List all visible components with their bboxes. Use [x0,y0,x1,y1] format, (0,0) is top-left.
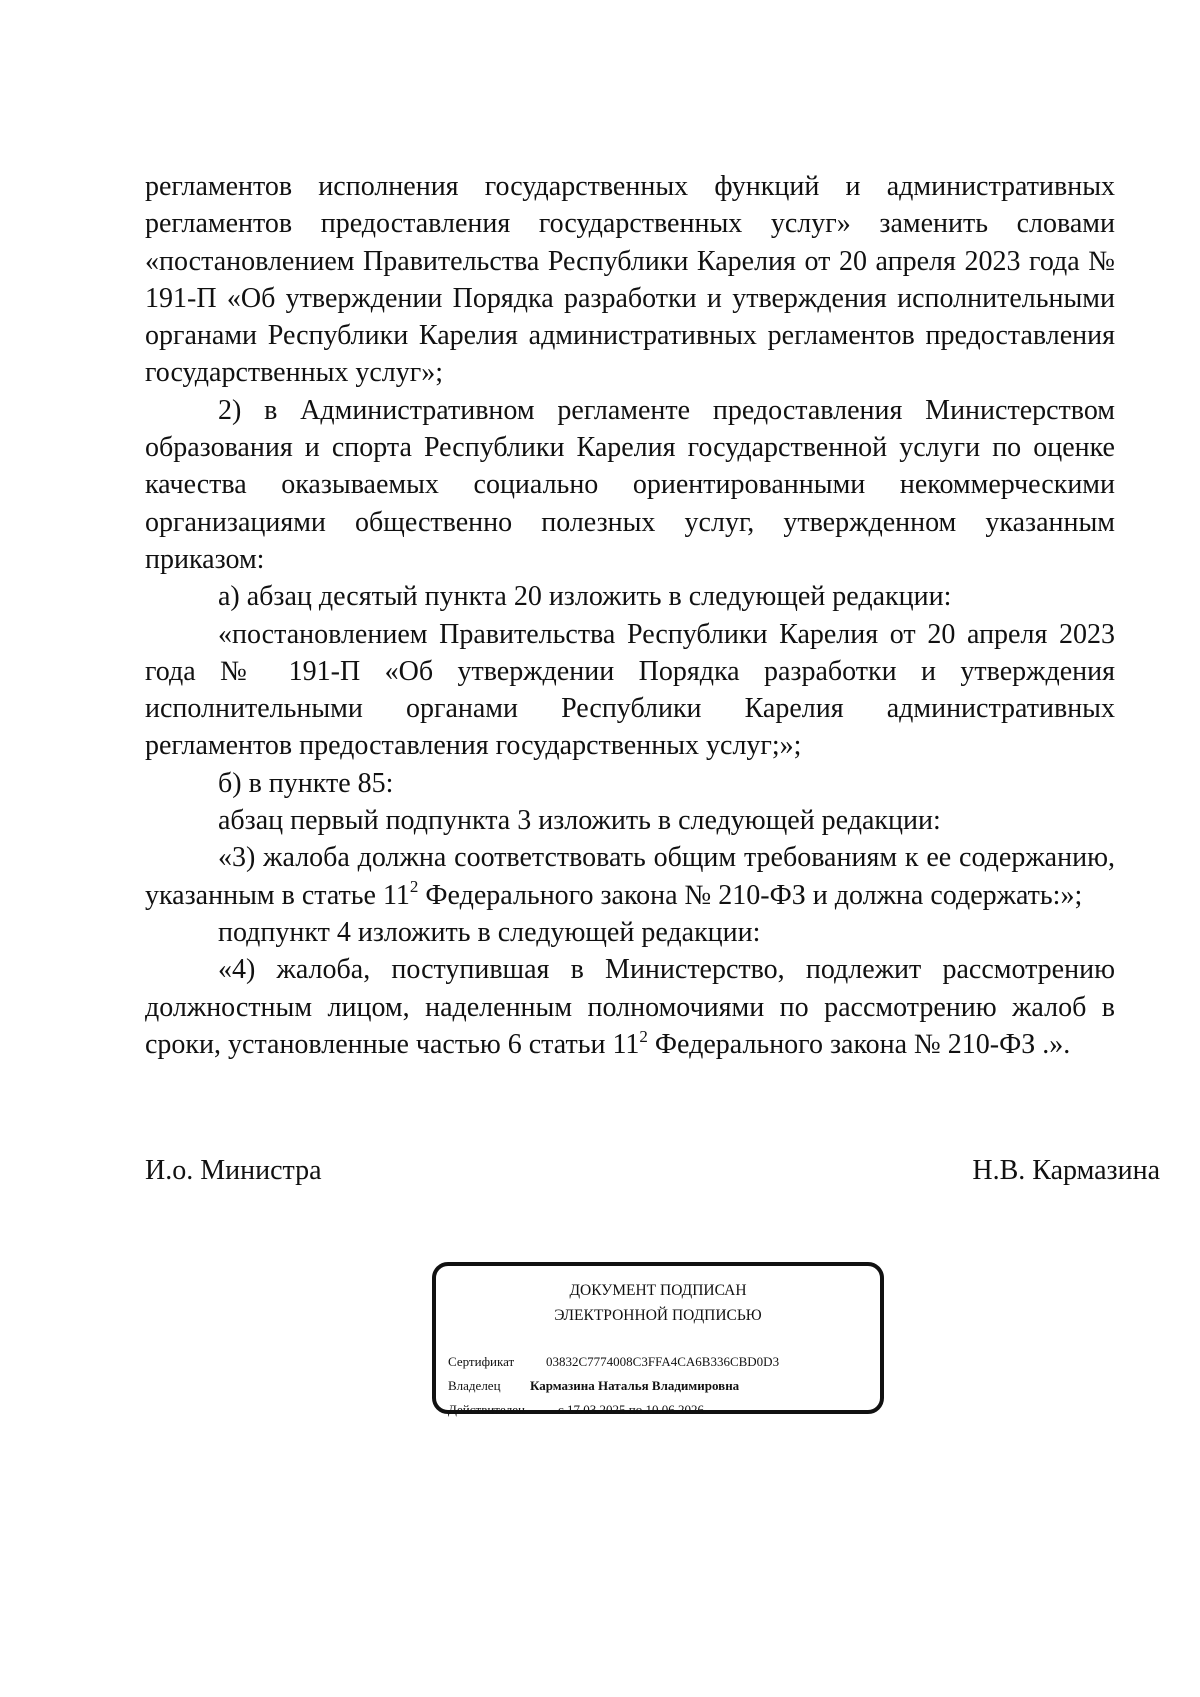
paragraph-5: б) в пункте 85: [218,767,394,799]
paragraph-4: «постановлением Правительства Республики Карелия от 20 апреля 2023 года № 191-П «Об утверждении Порядка разработки и утверждения исполнительными органами Республики Карелия административных регламентов предоставления государственных услуг;»; [145,618,1115,762]
stamp-title-line-2: ЭЛЕКТРОННОЙ ПОДПИСЬЮ [554,1307,762,1324]
paragraph-7-text: «3) жалоба должна соответствовать общим требованиям к ее содержанию, указанным в статье 11 [145,842,1115,911]
signatory-position: И.о. Министра [145,1155,322,1186]
paragraph-7 [145,839,1115,914]
signatory-name: Н.В. Кармазина [972,1155,1160,1186]
stamp-title-line-1: ДОКУМЕНТ ПОДПИСАН [569,1282,747,1299]
validity-label: Действителен [448,1402,525,1417]
owner-row [448,1374,779,1398]
paragraph-9 [145,951,1115,1063]
superscript: 2 [409,877,419,897]
owner-value: Кармазина Наталья Владимировна [530,1378,740,1393]
stamp-details [448,1350,779,1422]
certificate-value: 03832C7774008C3FFA4CA6B336CBD0D3 [546,1354,780,1369]
certificate-row [448,1350,779,1374]
paragraph-1: регламентов исполнения государственных функций и административных регламентов предоставления государственных услуг» заменить словами «постановлением Правительства Республики Карелия от 20 апреля 2023 года № 191-П «Об утверждении Порядка разработки и утверждения исполнительными органами Республики Карелия административных регламентов предоставления государственных услуг»; [145,171,1115,389]
paragraph-3: а) абзац десятый пункта 20 изложить в следующей редакции: [218,581,952,613]
electronic-signature-stamp [432,1262,884,1417]
paragraph-9-text: «4) жалоба, поступившая в Министерство, подлежит рассмотрению должностным лицом, наделенным полномочиями по рассмотрению жалоб в сроки, установленные частью 6 статьи 11 [145,954,1115,1060]
validity-row [448,1398,779,1422]
owner-label: Владелец [448,1378,501,1393]
stamp-title [436,1278,880,1328]
validity-value: с 17.03.2025 по 10.06.2026 [558,1402,704,1417]
paragraph-7-tail: Федерального закона № 210-ФЗ и должна содержать:»; [418,879,1083,911]
superscript: 2 [639,1026,648,1046]
paragraph-2: 2) в Административном регламенте предоставления Министерством образования и спорта Республики Карелия государственной услуги по оценке качества оказываемых социально ориентированными некоммерческими организациями общественно полезных услуг, утвержденном указанным приказом: [145,394,1115,575]
paragraph-9-tail: Федерального закона № 210-ФЗ .». [647,1028,1071,1060]
document-body [145,168,1115,1063]
paragraph-6: абзац первый подпункта 3 изложить в следующей редакции: [218,805,941,837]
paragraph-8: подпункт 4 изложить в следующей редакции: [218,916,761,948]
certificate-label: Сертификат [448,1354,515,1369]
